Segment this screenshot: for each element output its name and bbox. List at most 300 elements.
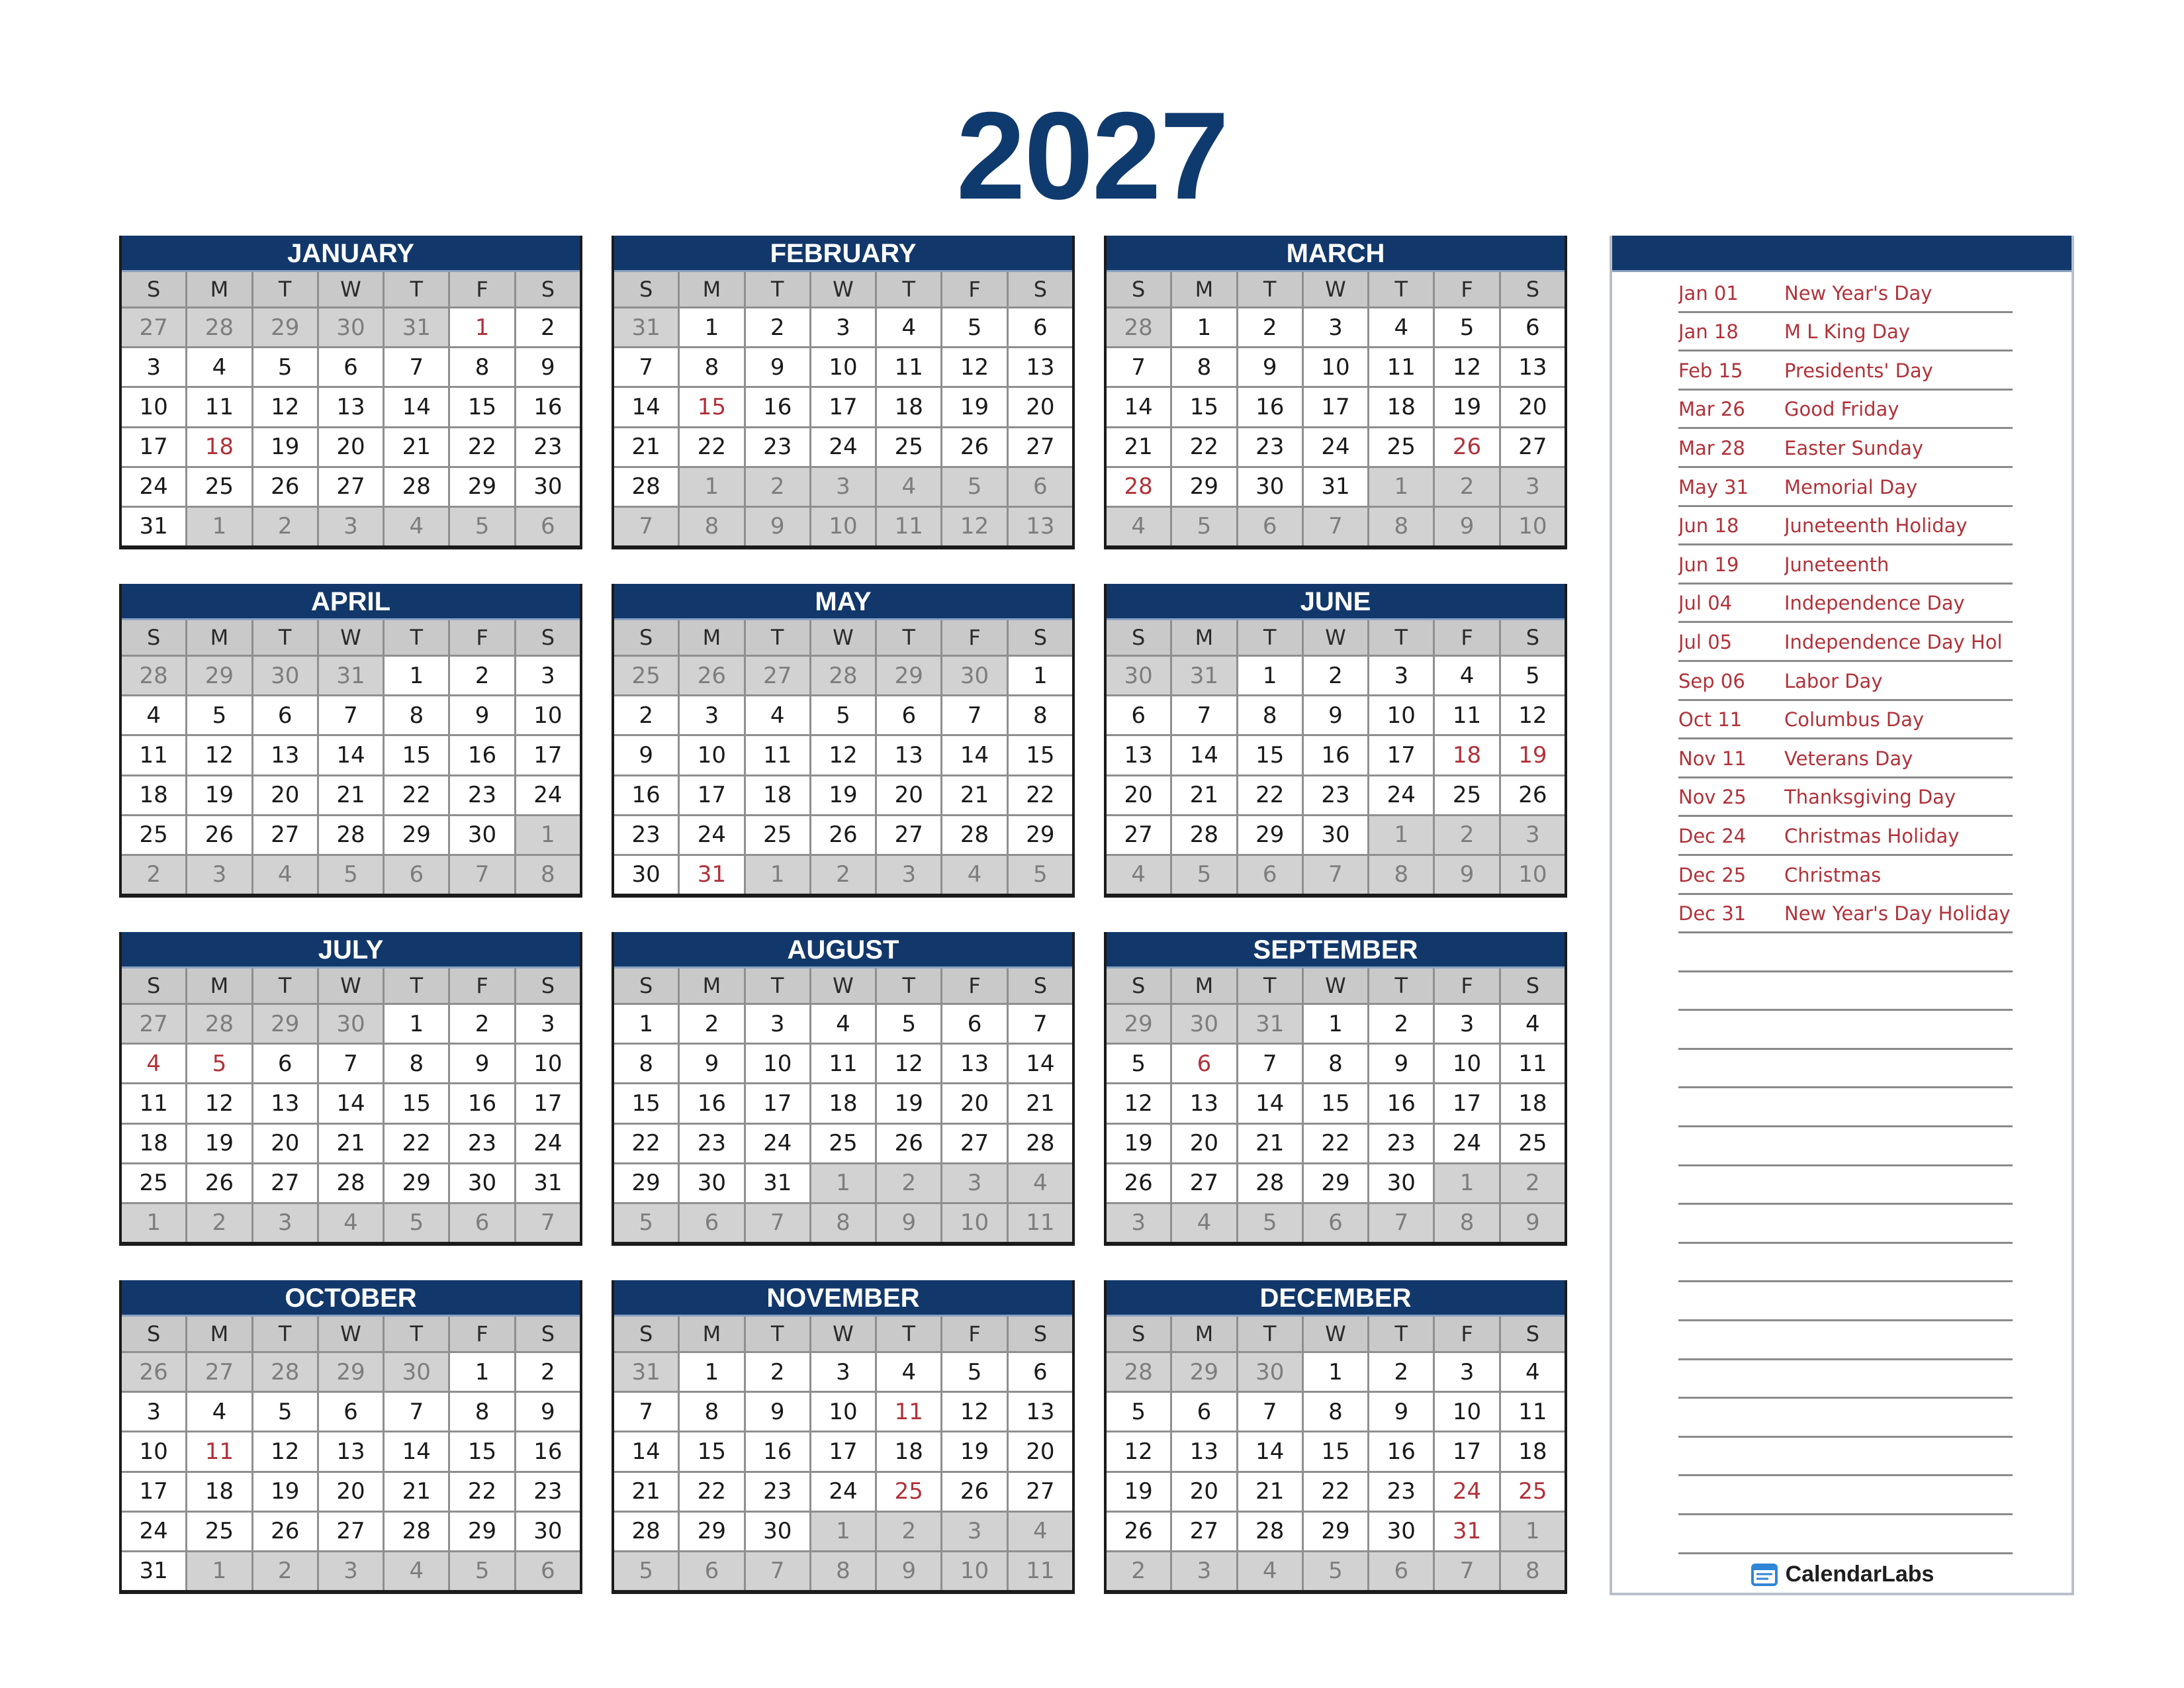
adjacent-month-day: 31 [614,308,678,346]
day-cell: 23 [516,428,580,466]
weekday-label: S [516,620,580,655]
holiday-date: Jan 18 [1678,320,1739,344]
day-cell: 15 [680,1432,743,1470]
adjacent-month-day: 1 [122,1204,185,1242]
day-cell: 22 [680,428,743,466]
month-title: SEPTEMBER [1107,932,1565,968]
weekday-label: T [385,272,448,306]
holiday-day-cell: 19 [1501,736,1565,774]
day-cell: 5 [1107,1045,1170,1082]
day-cell: 28 [319,1164,383,1202]
adjacent-month-day: 13 [1009,508,1072,545]
weekday-label: T [253,1317,317,1351]
day-cell: 5 [253,348,317,386]
weekday-label: W [1304,968,1367,1003]
adjacent-month-day: 10 [1501,856,1565,894]
month-grid [614,968,1072,1242]
month-december [1104,1280,1567,1594]
weekday-label: S [1501,1317,1565,1351]
day-cell: 29 [450,468,514,506]
month-grid [122,968,580,1242]
day-cell: 25 [877,428,940,466]
adjacent-month-day: 4 [1107,856,1170,894]
adjacent-month-day: 7 [1435,1552,1498,1590]
holiday-panel [1610,236,2074,1595]
day-cell: 4 [1501,1005,1565,1043]
month-title: FEBRUARY [614,236,1072,272]
day-cell: 10 [746,1045,809,1082]
day-cell: 16 [1369,1084,1433,1122]
day-cell: 29 [1238,816,1302,854]
weekday-label: W [811,620,875,655]
day-cell: 9 [450,696,514,734]
month-grid [1107,620,1565,894]
day-cell: 29 [1304,1164,1367,1202]
day-cell: 22 [1304,1473,1367,1511]
holiday-date: Dec 25 [1678,863,1747,886]
day-cell: 8 [1304,1045,1367,1082]
day-cell: 25 [187,1513,251,1550]
month-grid [614,1317,1072,1590]
weekday-label: T [1369,272,1433,306]
weekday-label: S [1107,620,1170,655]
holiday-day-cell: 15 [680,388,743,426]
weekday-label: W [811,968,875,1003]
day-cell: 27 [319,1513,383,1550]
day-cell: 17 [1435,1084,1498,1122]
day-cell: 3 [1435,1005,1498,1043]
day-cell: 11 [1435,696,1498,734]
day-cell: 17 [811,1432,875,1470]
adjacent-month-day: 8 [1435,1204,1498,1242]
day-cell: 26 [1107,1513,1170,1550]
day-cell: 1 [680,1353,743,1391]
adjacent-month-day: 6 [1009,468,1072,506]
adjacent-month-day: 2 [746,468,809,506]
day-cell: 14 [942,736,1006,774]
day-cell: 21 [319,776,383,814]
day-cell: 12 [187,1084,251,1122]
adjacent-month-day: 2 [877,1164,940,1202]
day-cell: 15 [1172,388,1236,426]
holiday-name: Good Friday [1784,398,1899,421]
adjacent-month-day: 29 [1107,1005,1170,1043]
day-cell: 26 [942,1473,1006,1511]
day-cell: 26 [1107,1164,1170,1202]
day-cell: 28 [942,816,1006,854]
day-cell: 1 [1238,657,1302,694]
adjacent-month-day: 3 [942,1513,1006,1550]
day-cell: 11 [811,1045,875,1082]
blank-note-line [1678,1515,2013,1554]
weekday-label: F [1435,1317,1498,1351]
day-cell: 2 [516,1353,580,1391]
holiday-name: Easter Sunday [1784,436,1924,459]
adjacent-month-day: 4 [385,508,448,545]
adjacent-month-day: 25 [614,657,678,694]
holiday-day-cell: 18 [1435,736,1498,774]
day-cell: 13 [1501,348,1565,386]
day-cell: 1 [680,308,743,346]
adjacent-month-day: 5 [1172,856,1236,894]
day-cell: 23 [1238,428,1302,466]
day-cell: 26 [811,816,875,854]
day-cell: 24 [811,1473,875,1511]
holiday-day-cell: 26 [1435,428,1498,466]
day-cell: 19 [1435,388,1498,426]
day-cell: 12 [877,1045,940,1082]
adjacent-month-day: 11 [877,508,940,545]
day-cell: 25 [187,468,251,506]
holiday-row [1678,623,2013,662]
day-cell: 4 [1369,308,1433,346]
adjacent-month-day: 30 [1238,1353,1302,1391]
weekday-label: T [1238,272,1302,306]
day-cell: 8 [385,1045,448,1082]
adjacent-month-day: 30 [253,657,317,694]
adjacent-month-day: 1 [1369,816,1433,854]
day-cell: 20 [1009,1432,1072,1470]
day-cell: 22 [450,428,514,466]
blank-note-line [1678,1205,2013,1244]
adjacent-month-day: 4 [1238,1552,1302,1590]
adjacent-month-day: 7 [746,1552,809,1590]
day-cell: 15 [1238,736,1302,774]
day-cell: 13 [1172,1432,1236,1470]
day-cell: 13 [1107,736,1170,774]
adjacent-month-day: 7 [516,1204,580,1242]
adjacent-month-day: 4 [1107,508,1170,545]
day-cell: 18 [877,388,940,426]
day-cell: 30 [450,816,514,854]
day-cell: 5 [1435,308,1498,346]
adjacent-month-day: 5 [1009,856,1072,894]
day-cell: 9 [1304,696,1367,734]
adjacent-month-day: 4 [1009,1513,1072,1550]
adjacent-month-day: 9 [1435,856,1498,894]
day-cell: 26 [187,816,251,854]
adjacent-month-day: 12 [942,508,1006,545]
weekday-label: S [122,272,185,306]
weekday-label: W [319,968,383,1003]
day-cell: 17 [122,428,185,466]
month-january [119,236,582,549]
day-cell: 11 [1501,1393,1565,1430]
day-cell: 7 [385,348,448,386]
day-cell: 25 [1501,1125,1565,1162]
blank-note-line [1678,933,2013,972]
month-april [119,584,582,898]
adjacent-month-day: 7 [1304,508,1367,545]
day-cell: 2 [1369,1353,1433,1391]
day-cell: 6 [253,1045,317,1082]
holiday-day-cell: 28 [1107,468,1170,506]
adjacent-month-day: 29 [187,657,251,694]
day-cell: 22 [385,1125,448,1162]
day-cell: 7 [385,1393,448,1430]
month-title: JANUARY [122,236,580,272]
day-cell: 25 [1369,428,1433,466]
day-cell: 2 [450,657,514,694]
holiday-day-cell: 25 [877,1473,940,1511]
day-cell: 22 [680,1473,743,1511]
day-cell: 10 [811,1393,875,1430]
adjacent-month-day: 8 [1369,508,1433,545]
adjacent-month-day: 3 [1501,816,1565,854]
day-cell: 12 [1435,348,1498,386]
weekday-label: T [385,1317,448,1351]
day-cell: 29 [614,1164,678,1202]
day-cell: 25 [811,1125,875,1162]
weekday-label: F [450,620,514,655]
day-cell: 17 [680,776,743,814]
day-cell: 9 [516,348,580,386]
weekday-label: F [450,272,514,306]
month-grid [122,272,580,545]
day-cell: 14 [319,1084,383,1122]
adjacent-month-day: 6 [516,1552,580,1590]
weekday-label: T [1238,968,1302,1003]
day-cell: 24 [1304,428,1367,466]
day-cell: 30 [614,856,678,894]
day-cell: 27 [877,816,940,854]
day-cell: 8 [680,348,743,386]
day-cell: 17 [1369,736,1433,774]
day-cell: 7 [1107,348,1170,386]
adjacent-month-day: 28 [187,308,251,346]
holiday-date: Jul 05 [1678,630,1733,653]
weekday-label: M [680,968,743,1003]
adjacent-month-day: 29 [319,1353,383,1391]
adjacent-month-day: 29 [253,308,317,346]
day-cell: 24 [516,776,580,814]
adjacent-month-day: 27 [746,657,809,694]
day-cell: 5 [1107,1393,1170,1430]
adjacent-month-day: 8 [1369,856,1433,894]
weekday-label: S [122,968,185,1003]
day-cell: 15 [450,388,514,426]
day-cell: 1 [614,1005,678,1043]
weekday-label: M [187,272,251,306]
day-cell: 7 [614,348,678,386]
holiday-date: Dec 24 [1678,824,1747,847]
calendarlabs-logo [1612,1561,2071,1587]
adjacent-month-day: 26 [122,1353,185,1391]
holiday-name: Labor Day [1784,669,1883,692]
month-june [1104,584,1567,898]
day-cell: 7 [1238,1393,1302,1430]
holiday-day-cell: 1 [450,308,514,346]
adjacent-month-day: 10 [942,1552,1006,1590]
weekday-label: S [516,968,580,1003]
adjacent-month-day: 4 [319,1204,383,1242]
day-cell: 12 [811,736,875,774]
day-cell: 14 [385,388,448,426]
day-cell: 21 [385,428,448,466]
weekday-label: T [877,1317,940,1351]
day-cell: 5 [1501,657,1565,694]
blank-note-line [1678,1399,2013,1438]
adjacent-month-day: 10 [811,508,875,545]
adjacent-month-day: 31 [1238,1005,1302,1043]
holiday-name: Memorial Day [1784,475,1918,498]
day-cell: 3 [122,348,185,386]
adjacent-month-day: 1 [187,1552,251,1590]
day-cell: 12 [942,348,1006,386]
day-cell: 6 [1107,696,1170,734]
day-cell: 23 [1369,1473,1433,1511]
weekday-label: S [1009,620,1072,655]
day-cell: 5 [253,1393,317,1430]
adjacent-month-day: 9 [746,508,809,545]
day-cell: 3 [746,1005,809,1043]
adjacent-month-day: 9 [1435,508,1498,545]
weekday-label: F [942,968,1006,1003]
holiday-panel-header [1612,236,2071,272]
month-grid [122,1317,580,1590]
day-cell: 3 [811,308,875,346]
adjacent-month-day: 6 [385,856,448,894]
day-cell: 9 [516,1393,580,1430]
holiday-row [1678,895,2013,934]
adjacent-month-day: 5 [450,508,514,545]
adjacent-month-day: 6 [1369,1552,1433,1590]
day-cell: 23 [680,1125,743,1162]
day-cell: 22 [450,1473,514,1511]
day-cell: 23 [450,1125,514,1162]
weekday-label: W [319,620,383,655]
day-cell: 13 [1172,1084,1236,1122]
day-cell: 5 [811,696,875,734]
day-cell: 30 [1369,1513,1433,1550]
weekday-label: T [746,968,809,1003]
month-grid [614,272,1072,545]
holiday-date: Jul 04 [1678,592,1733,615]
day-cell: 28 [1238,1164,1302,1202]
day-cell: 27 [1009,428,1072,466]
day-cell: 17 [122,1473,185,1511]
day-cell: 23 [746,428,809,466]
day-cell: 4 [877,1353,940,1391]
month-title: JUNE [1107,584,1565,620]
day-cell: 22 [1304,1125,1367,1162]
adjacent-month-day: 2 [1107,1552,1170,1590]
adjacent-month-day: 3 [319,1552,383,1590]
day-cell: 30 [746,1513,809,1550]
day-cell: 8 [1304,1393,1367,1430]
holiday-date: Jan 01 [1678,281,1739,305]
blank-note-line [1678,1438,2013,1477]
blank-note-line [1678,1088,2013,1127]
day-cell: 24 [122,468,185,506]
day-cell: 1 [1304,1005,1367,1043]
adjacent-month-day: 6 [1238,856,1302,894]
day-cell: 19 [187,776,251,814]
month-february [612,236,1075,549]
day-cell: 11 [1501,1045,1565,1082]
day-cell: 10 [1435,1045,1498,1082]
adjacent-month-day: 4 [1172,1204,1236,1242]
day-cell: 3 [1435,1353,1498,1391]
adjacent-month-day: 5 [319,856,383,894]
day-cell: 27 [253,816,317,854]
day-cell: 15 [614,1084,678,1122]
month-title: JULY [122,932,580,968]
day-cell: 12 [187,736,251,774]
blank-note-line [1678,1166,2013,1205]
day-cell: 11 [1369,348,1433,386]
weekday-label: M [680,620,743,655]
day-cell: 13 [319,1432,383,1470]
day-cell: 3 [1304,308,1367,346]
weekday-label: F [1435,272,1498,306]
month-title: OCTOBER [122,1280,580,1317]
adjacent-month-day: 28 [253,1353,317,1391]
weekday-label: M [187,620,251,655]
adjacent-month-day: 1 [811,1513,875,1550]
day-cell: 17 [516,736,580,774]
adjacent-month-day: 28 [1107,308,1170,346]
month-july [119,932,582,1246]
day-cell: 21 [385,1473,448,1511]
weekday-label: T [877,272,940,306]
adjacent-month-day: 2 [253,1552,317,1590]
holiday-name: Juneteenth [1784,553,1889,576]
day-cell: 21 [614,428,678,466]
adjacent-month-day: 8 [680,508,743,545]
day-cell: 12 [1107,1084,1170,1122]
day-cell: 30 [1369,1164,1433,1202]
month-grid [1107,968,1565,1242]
weekday-label: S [1107,1317,1170,1351]
weekday-label: W [1304,272,1367,306]
day-cell: 4 [1501,1353,1565,1391]
weekday-label: F [1435,620,1498,655]
holiday-row [1678,585,2013,624]
day-cell: 29 [385,1164,448,1202]
day-cell: 26 [1501,776,1565,814]
blank-note-line [1678,1244,2013,1283]
weekday-label: S [1501,968,1565,1003]
adjacent-month-day: 29 [1172,1353,1236,1391]
adjacent-month-day: 5 [385,1204,448,1242]
day-cell: 16 [746,1432,809,1470]
holiday-row [1678,662,2013,701]
day-cell: 3 [1369,657,1433,694]
holiday-date: Feb 15 [1678,359,1743,382]
month-title: AUGUST [614,932,1072,968]
day-cell: 23 [1369,1125,1433,1162]
day-cell: 7 [1238,1045,1302,1082]
weekday-label: F [942,1317,1006,1351]
weekday-label: W [811,1317,875,1351]
adjacent-month-day: 30 [385,1353,448,1391]
day-cell: 1 [385,1005,448,1043]
holiday-row [1678,545,2013,585]
calendar-logo-icon [1750,1561,1780,1587]
adjacent-month-day: 2 [1501,1164,1565,1202]
day-cell: 11 [122,736,185,774]
adjacent-month-day: 1 [746,856,809,894]
adjacent-month-day: 30 [319,308,383,346]
weekday-label: F [450,968,514,1003]
day-cell: 30 [516,1513,580,1550]
adjacent-month-day: 3 [811,468,875,506]
day-cell: 23 [1304,776,1367,814]
day-cell: 27 [253,1164,317,1202]
day-cell: 4 [187,348,251,386]
holiday-date: Oct 11 [1678,708,1743,731]
